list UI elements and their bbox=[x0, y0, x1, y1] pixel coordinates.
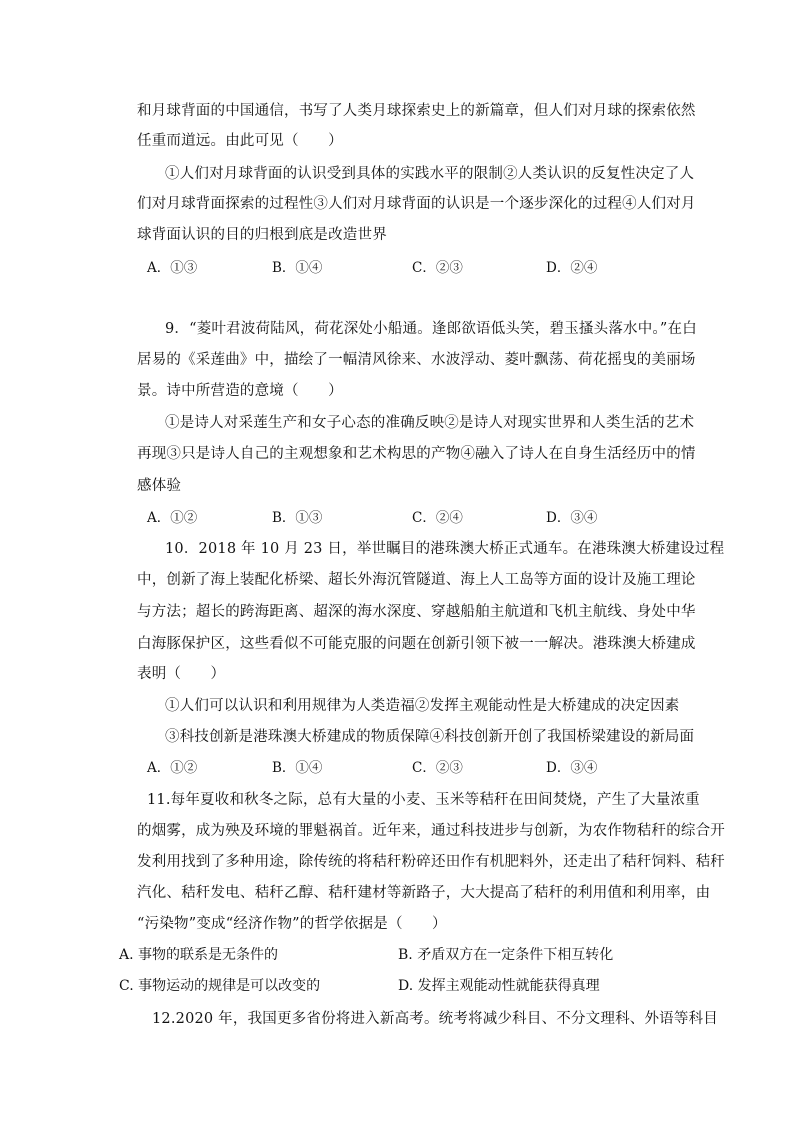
q8-line-4: 们对月球背面探索的过程性③人们对月球背面的认识是一个逐步深化的过程④人们对月 bbox=[137, 196, 696, 212]
q11-line-5: “污染物”变成“经济作物”的哲学依据是（ ） bbox=[137, 916, 447, 932]
q11-option-a: A. 事物的联系是无条件的 bbox=[119, 947, 279, 963]
q8-line-2: 任重而道远。由此可见（ ） bbox=[137, 133, 343, 149]
q10-option-c: C．②③ bbox=[412, 760, 463, 776]
q10-line-5: 表明（ ） bbox=[137, 666, 226, 682]
q9-option-c: C．②④ bbox=[412, 510, 463, 526]
q8-line-3: ①人们对月球背面的认识受到具体的实践水平的限制②人类认识的反复性决定了人 bbox=[165, 166, 695, 182]
q9-line-4: ①是诗人对采莲生产和女子心态的准确反映②是诗人对现实世界和人类生活的艺术 bbox=[165, 415, 695, 431]
q9-option-a: A．①② bbox=[147, 510, 198, 526]
q11-option-c: C. 事物运动的规律是可以改变的 bbox=[119, 978, 321, 994]
q8-option-b: B．①④ bbox=[272, 260, 323, 276]
q9-line-2: 居易的《采莲曲》中，描绘了一幅清风徐来、水波浮动、菱叶飘荡、荷花摇曳的美丽场 bbox=[137, 352, 696, 368]
q10-line-2: 中，创新了海上装配化桥梁、超长外海沉管隧道、海上人工岛等方面的设计及施工理论 bbox=[137, 572, 696, 588]
q10-line-3: 与方法；超长的跨海距离、超深的海水深度、穿越船舶主航道和飞机主航线、身处中华 bbox=[137, 604, 696, 620]
q8-option-c: C．②③ bbox=[412, 260, 463, 276]
q11-line-3: 发利用找到了多种用途，除传统的将秸秆粉碎还田作有机肥料外，还走出了秸秆饲料、秸秆 bbox=[137, 854, 725, 870]
q11-line-4: 汽化、秸秆发电、秸秆乙醇、秸秆建材等新路子，大大提高了秸秆的利用值和利用率，由 bbox=[137, 885, 711, 901]
q9-line-5: 再现③只是诗人自己的主观想象和艺术构思的产物④融入了诗人在自身生活经历中的情 bbox=[137, 446, 696, 462]
q9-line-1: 9．“菱叶君波荷陆风，荷花深处小船通。逢郎欲语低头笑，碧玉搔头落水中。”在白 bbox=[165, 321, 697, 337]
q10-option-d: D．③④ bbox=[546, 760, 598, 776]
q9-option-d: D．③④ bbox=[546, 510, 598, 526]
q10-line-6: ①人们可以认识和利用规律为人类造福②发挥主观能动性是大桥建成的决定因素 bbox=[165, 698, 680, 714]
q12-line-1: 12.2020 年，我国更多省份将进入新高考。统考将减少科目、不分文理科、外语等科目 bbox=[152, 1011, 718, 1027]
q8-line-5: 球背面认识的目的归根到底是改造世界 bbox=[137, 227, 387, 243]
q8-option-a: A．①③ bbox=[147, 260, 198, 276]
q10-option-a: A．①② bbox=[147, 760, 198, 776]
q9-line-6: 感体验 bbox=[137, 478, 182, 494]
q8-option-d: D．②④ bbox=[546, 260, 598, 276]
q10-line-1: 10．2018 年 10 月 23 日，举世瞩目的港珠澳大桥正式通车。在港珠澳大桥建设过程 bbox=[165, 541, 725, 557]
q10-option-b: B．①④ bbox=[272, 760, 323, 776]
q10-line-7: ③科技创新是港珠澳大桥建成的物质保障④科技创新开创了我国桥梁建设的新局面 bbox=[165, 729, 695, 745]
q11-option-d: D. 发挥主观能动性就能获得真理 bbox=[398, 978, 600, 994]
q11-line-2: 的烟雾，成为殃及环境的罪魁祸首。近年来，通过科技进步与创新，为农作物秸秆的综合开 bbox=[137, 823, 725, 839]
q8-line-1: 和月球背面的中国通信，书写了人类月球探索史上的新篇章，但人们对月球的探索依然 bbox=[137, 103, 696, 119]
q11-line-1: 11.每年夏收和秋冬之际，总有大量的小麦、玉米等秸秆在田间焚烧，产生了大量浓重 bbox=[147, 792, 700, 808]
q10-line-4: 白海豚保护区，这些看似不可能克服的问题在创新引领下被一一解决。港珠澳大桥建成 bbox=[137, 636, 696, 652]
q9-line-3: 景。诗中所营造的意境（ ） bbox=[137, 383, 343, 399]
q11-option-b: B. 矛盾双方在一定条件下相互转化 bbox=[398, 947, 614, 963]
q9-option-b: B．①③ bbox=[272, 510, 323, 526]
